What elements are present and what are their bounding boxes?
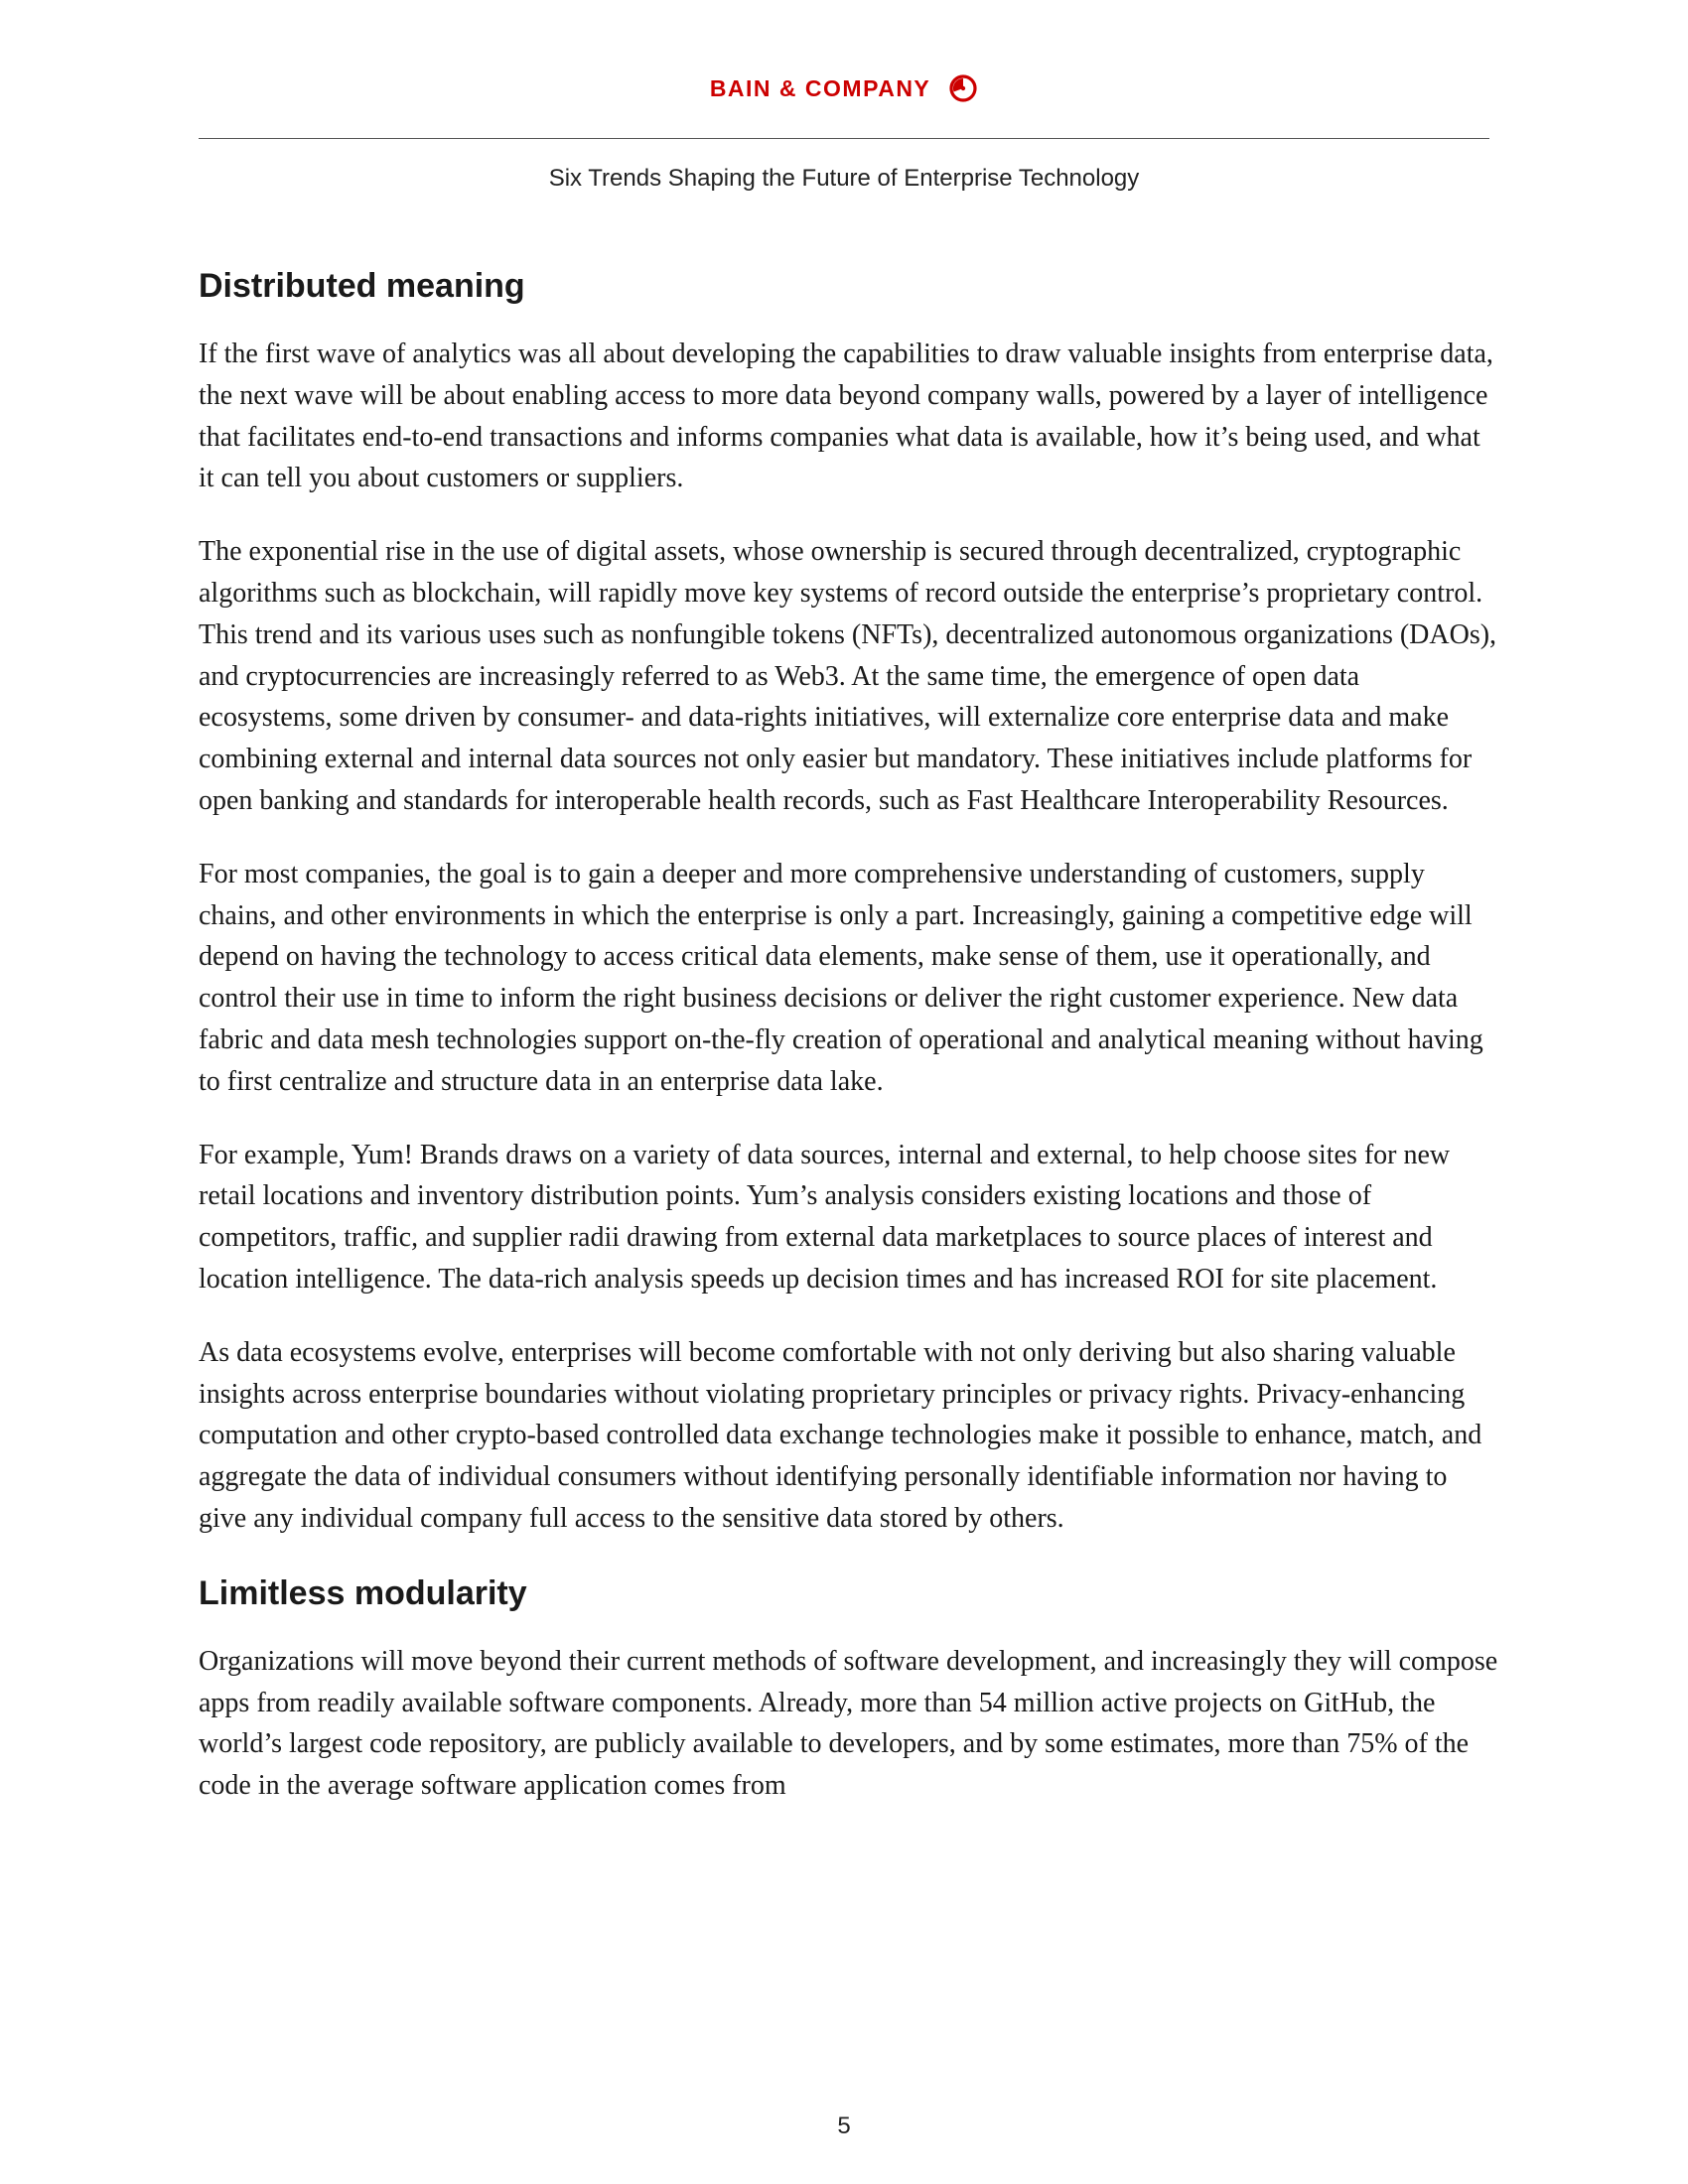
paragraph: For most companies, the goal is to gain a deeper and more comprehensive understanding of customers, supply chains, and other environments in which the enterprise is only a part. Increasingly, gaining a competitive edge will depend on having the technology to access critical data elements, make sense of them, use it operationally, and control their use in time to inform the right business decisions or deliver the right customer experience. New data fabric and data mesh technologies support on-the-fly creation of operational and analytical meaning without having to first centralize and structure data in an enterprise data lake.	[199, 858, 1483, 1097]
brand-name: BAIN & COMPANY	[709, 74, 931, 101]
paragraph: For example, Yum! Brands draws on a variety of data sources, internal and external, to help choose sites for new retail locations and inventory distribution points. Yum’s analysis considers existing locations and those of competitors, traffic, and supplier radii drawing from external data marketplaces to source places of interest and location intelligence. The data-rich analysis speeds up decision times and has increased ROI for site placement.	[199, 1139, 1451, 1295]
page-number: 5	[837, 2113, 851, 2139]
brand-mark-icon	[948, 73, 978, 103]
section-heading-limitless-modularity: Limitless modularity	[199, 1573, 527, 1612]
header-divider	[199, 138, 1489, 139]
paragraph: The exponential rise in the use of digital assets, whose ownership is secured through decentralized, cryptographic algorithms such as blockchain, will rapidly move key systems of record outside the enterprise’s proprietary control. This trend and its various uses such as nonfungible tokens (NFTs), decentralized autonomous organizations (DAOs), and cryptocurrencies are increasingly referred to as Web3. At the same time, the emergence of open data ecosystems, some driven by consumer- and data-rights initiatives, will externalize core enterprise data and make combining external and internal data sources not only easier but mandatory. These initiatives include platforms for open banking and standards for interoperable health records, such as Fast Healthcare Interoperability Resources.	[199, 536, 1497, 816]
main-content	[199, 264, 1499, 1839]
document-title: Six Trends Shaping the Future of Enterprise Technology	[548, 165, 1140, 192]
paragraph: Organizations will move beyond their current methods of software development, and increasingly they will compose apps from readily available software components. Already, more than 54 million active projects on GitHub, the world’s largest code repository, are publicly available to developers, and by some estimates, more than 75% of the code in the average software application comes from	[199, 1645, 1498, 1802]
section-heading-distributed-meaning: Distributed meaning	[199, 267, 525, 305]
brand-logo	[0, 73, 1688, 103]
paragraph: As data ecosystems evolve, enterprises will become comfortable with not only deriving but also sharing valuable insights across enterprise boundaries without violating proprietary principles or privacy rights. Privacy-enhancing computation and other crypto-based controlled data exchange technologies make it possible to enhance, match, and aggregate the data of individual consumers without identifying personally identifiable information nor having to give any individual company full access to the sensitive data stored by others.	[199, 1336, 1482, 1534]
paragraph: If the first wave of analytics was all about developing the capabilities to draw valuable insights from enterprise data, the next wave will be about enabling access to more data beyond company walls, powered by a layer of intelligence that facilitates end-to-end transactions and informs companies what data is available, how it’s being used, and what it can tell you about customers or suppliers.	[199, 339, 1493, 494]
